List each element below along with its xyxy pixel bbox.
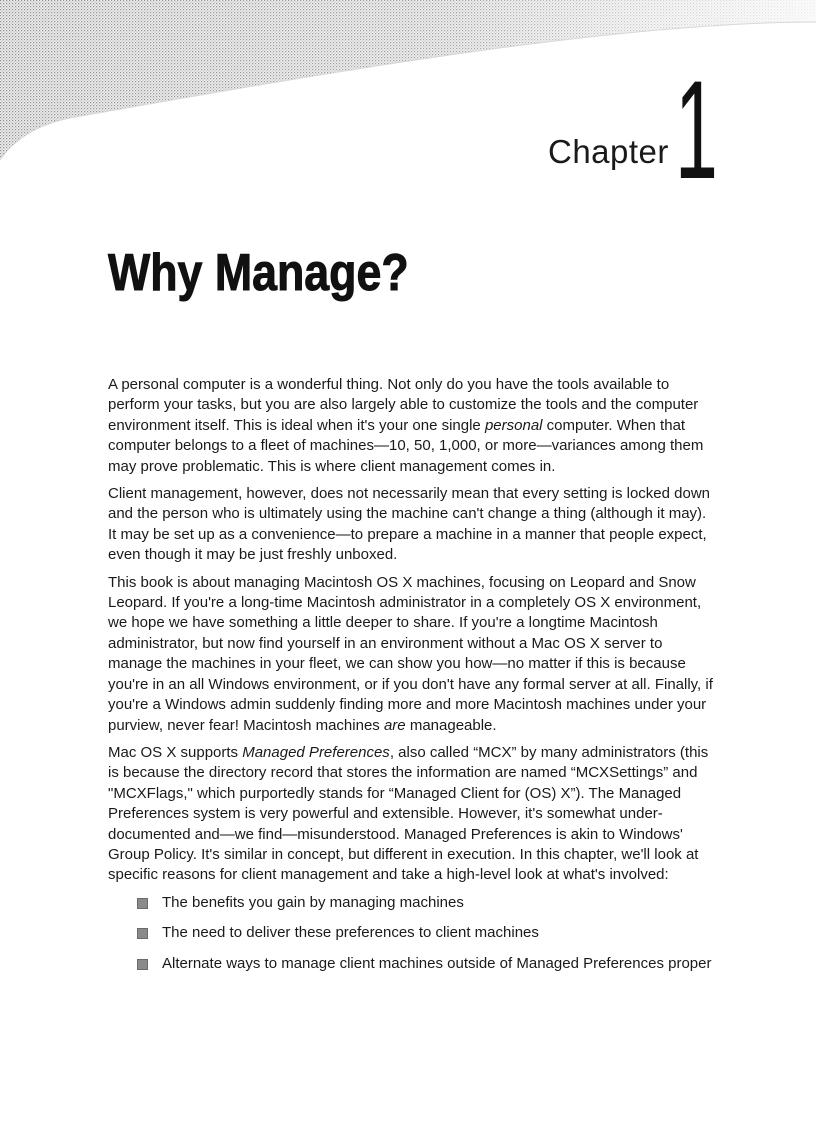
chapter-body bbox=[108, 375, 713, 984]
paragraph-text: A personal computer is a wonderful thing. Not only do you have the tools available to perform your tasks, but you are also largely able to customize the tools and the computer environment itself. This is ideal when it's your one single bbox=[108, 376, 699, 434]
list-item-text: The need to deliver these preferences to client machines bbox=[162, 924, 539, 942]
bullet-list bbox=[108, 893, 713, 974]
paragraph-text: Client management, however, does not necessarily mean that every setting is locked down and the person who is ultimately using the machine can't change a thing (although it may). It may be set up as a convenience—to prepare a machine in a manner that people expect, even though it may be just freshly unboxed. bbox=[108, 485, 710, 564]
paragraph bbox=[108, 375, 713, 477]
paragraph-text: computer. When that computer belongs to a fleet of machines—10, 50, 1,000, or more—variances among them may prove problematic. This is where client management comes in. bbox=[108, 416, 704, 475]
chapter-label: Chapter bbox=[548, 133, 669, 170]
paragraph-text: manageable. bbox=[405, 716, 497, 734]
list-item bbox=[134, 923, 713, 943]
emphasis: are bbox=[383, 716, 406, 734]
chapter-number: 1 bbox=[675, 51, 718, 208]
list-item-text: Alternate ways to manage client machines outside of Managed Preferences proper bbox=[162, 954, 712, 972]
paragraph bbox=[108, 484, 713, 566]
emphasis: personal bbox=[484, 416, 543, 434]
paragraph-text: , also called “MCX” by many administrators (this is because the directory record that stores the information are named “MCXSettings” and "MCXFlags," which purportedly stands for “Managed Client for (OS) X”). The Managed Preferences system is very powerful and extensible. However, it's somewhat under-documented and—we find—misunderstood. Managed Preferences is akin to Windows' Group Policy. It's similar in concept, but different in execution. In this chapter, we'll look at specific reasons for client management and take a high-level look at what's involved: bbox=[108, 743, 709, 884]
square-bullet-icon bbox=[137, 928, 148, 939]
list-item bbox=[134, 954, 713, 974]
square-bullet-icon bbox=[137, 898, 148, 909]
paragraph-text: Mac OS X supports bbox=[108, 743, 243, 761]
paragraph bbox=[108, 573, 713, 736]
paragraph-text: This book is about managing Macintosh OS X machines, focusing on Leopard and Snow Leopard. If you're a long-time Macintosh administrator in a completely OS X environment, we hope we have something a little deeper to share. If you're a longtime Macintosh administrator, but now find yourself in an environment without a Mac OS X server to manage the machines in your fleet, we can show you how—no matter if this is because you're in an all Windows environment, or if you don't have any formal server at all. Finally, if you're a Windows admin suddenly finding more and more Macintosh machines under your purview, never fear! Macintosh machines bbox=[108, 573, 713, 734]
chapter-title: Why Manage? bbox=[108, 244, 409, 302]
emphasis: Managed Preferences bbox=[242, 743, 390, 761]
list-item-text: The benefits you gain by managing machines bbox=[162, 893, 464, 911]
paragraph bbox=[108, 743, 713, 886]
square-bullet-icon bbox=[137, 959, 148, 970]
list-item bbox=[134, 893, 713, 913]
